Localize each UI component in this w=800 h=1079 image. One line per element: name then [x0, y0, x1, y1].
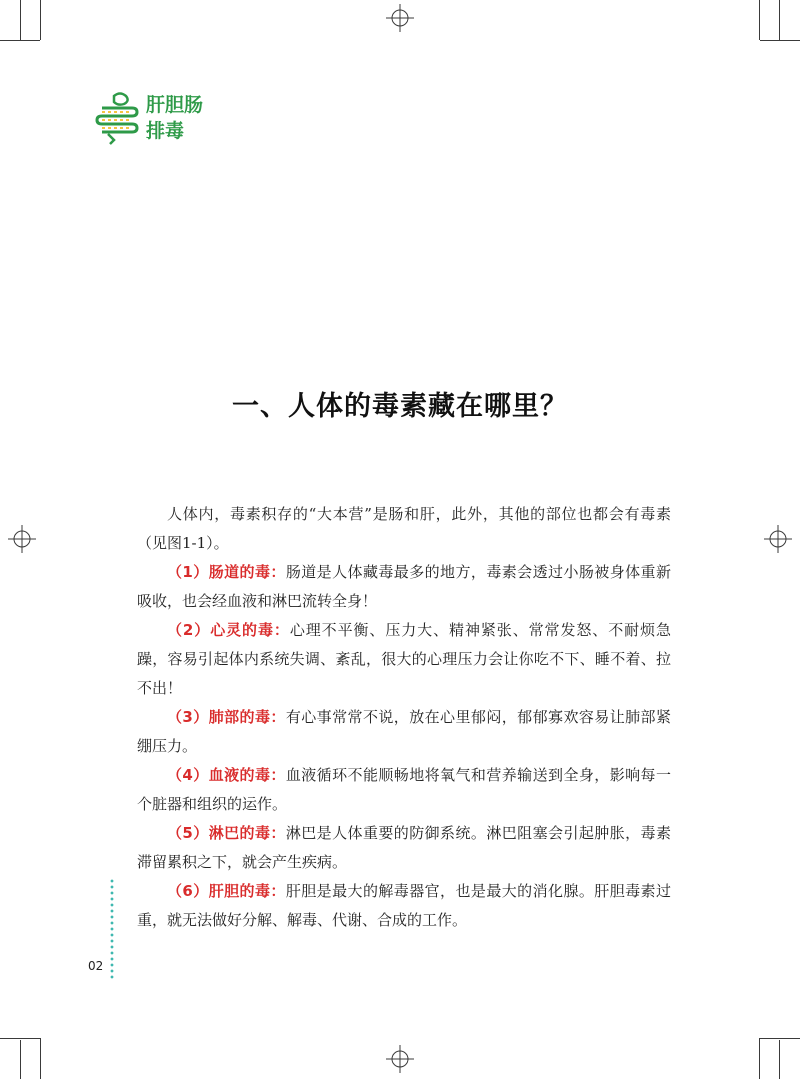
item-label: （4）血液的毒：: [167, 766, 286, 784]
logo-title-line2: 排毒: [146, 120, 185, 142]
logo-title-line1: 肝胆肠: [146, 94, 204, 116]
list-item: [137, 877, 671, 935]
list-item: [137, 616, 671, 703]
body-text: [137, 500, 671, 935]
item-label: （5）淋巴的毒：: [167, 824, 286, 842]
registration-mark-icon: [764, 525, 792, 553]
item-text: 心理不平衡、压力大、精神紧张、常常发怒、不耐烦急躁，容易引起体内系统失调、紊乱，很大的心理压力会让你吃不下、睡不着、拉不出！: [137, 621, 671, 697]
item-text: 有心事常常不说，放在心里郁闷，郁郁寡欢容易让肺部紧绷压力。: [137, 708, 671, 755]
item-text: 淋巴是人体重要的防御系统。淋巴阻塞会引起肿胀，毒素滞留累积之下，就会产生疾病。: [137, 824, 671, 871]
list-item: [137, 703, 671, 761]
item-text: 血液循环不能顺畅地将氧气和营养输送到全身，影响每一个脏器和组织的运作。: [137, 766, 671, 813]
registration-mark-icon: [386, 4, 414, 32]
list-item: [137, 819, 671, 877]
crop-mark: [779, 1040, 780, 1079]
list-item: [137, 558, 671, 616]
intro-paragraph: 人体内，毒素积存的“大本营”是肠和肝，此外，其他的部位也都会有毒素（见图1-1）。: [137, 505, 671, 552]
logo-title: [146, 92, 203, 144]
registration-mark-icon: [8, 525, 36, 553]
crop-mark: [20, 1040, 21, 1079]
decorative-dots: [110, 878, 114, 980]
crop-mark: [759, 0, 760, 40]
crop-mark: [760, 40, 800, 41]
crop-mark: [779, 0, 780, 40]
crop-mark: [20, 0, 21, 40]
item-text: 肠道是人体藏毒最多的地方，毒素会透过小肠被身体重新吸收，也会经血液和淋巴流转全身！: [137, 563, 671, 610]
item-label: （6）肝胆的毒：: [167, 882, 286, 900]
crop-mark: [759, 1038, 760, 1079]
crop-mark: [0, 40, 40, 41]
registration-mark-icon: [386, 1045, 414, 1073]
intestine-logo-icon: [94, 90, 140, 146]
crop-mark: [40, 0, 41, 40]
item-text: 肝胆是最大的解毒器官，也是最大的消化腺。肝胆毒素过重，就无法做好分解、解毒、代谢、合成的工作。: [137, 882, 671, 929]
crop-mark: [40, 1038, 41, 1079]
section-heading: 一、人体的毒素藏在哪里？: [232, 391, 568, 422]
crop-mark: [760, 1038, 800, 1039]
page-number: 02: [88, 959, 104, 973]
item-label: （3）肺部的毒：: [167, 708, 286, 726]
item-label: （2）心灵的毒：: [167, 621, 290, 639]
list-item: [137, 761, 671, 819]
crop-mark: [0, 1038, 40, 1039]
item-label: （1）肠道的毒：: [167, 563, 286, 581]
